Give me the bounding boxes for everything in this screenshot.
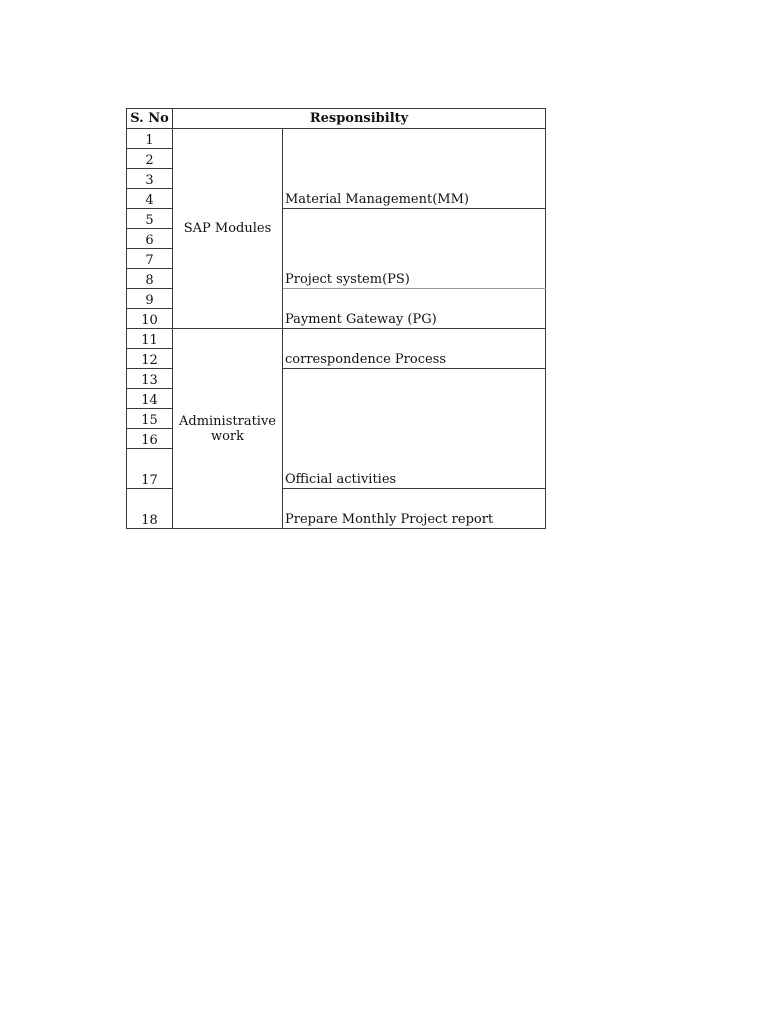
serial-number: 3	[127, 169, 173, 189]
responsibility-monthly-report: Prepare Monthly Project report	[283, 489, 546, 529]
serial-number: 14	[127, 389, 173, 409]
responsibility-project-system: Project system(PS)	[283, 209, 546, 289]
serial-number: 6	[127, 229, 173, 249]
serial-number: 17	[127, 449, 173, 489]
table-row	[127, 129, 546, 149]
serial-number: 1	[127, 129, 173, 149]
serial-number: 8	[127, 269, 173, 289]
responsibility-correspondence-process: correspondence Process	[283, 329, 546, 369]
responsibility-table	[126, 108, 546, 529]
category-administrative-work	[173, 329, 283, 529]
serial-number: 5	[127, 209, 173, 229]
serial-number: 10	[127, 309, 173, 329]
serial-number: 4	[127, 189, 173, 209]
responsibility-material-management: Material Management(MM)	[283, 129, 546, 209]
header-row	[127, 109, 546, 129]
header-sno: S. No	[127, 109, 173, 129]
header-responsibility: Responsibilty	[173, 109, 546, 129]
serial-number: 7	[127, 249, 173, 269]
serial-number: 11	[127, 329, 173, 349]
category-sap-modules	[173, 129, 283, 329]
responsibility-official-activities: Official activities	[283, 369, 546, 489]
responsibility-payment-gateway: Payment Gateway (PG)	[283, 289, 546, 329]
serial-number: 13	[127, 369, 173, 389]
serial-number: 9	[127, 289, 173, 309]
category-label: Administrative work	[178, 413, 276, 444]
responsibility-sheet	[126, 108, 545, 536]
serial-number: 12	[127, 349, 173, 369]
category-label: SAP Modules	[183, 221, 272, 236]
serial-number: 18	[127, 489, 173, 529]
serial-number: 2	[127, 149, 173, 169]
table-row	[127, 329, 546, 349]
serial-number: 15	[127, 409, 173, 429]
serial-number: 16	[127, 429, 173, 449]
